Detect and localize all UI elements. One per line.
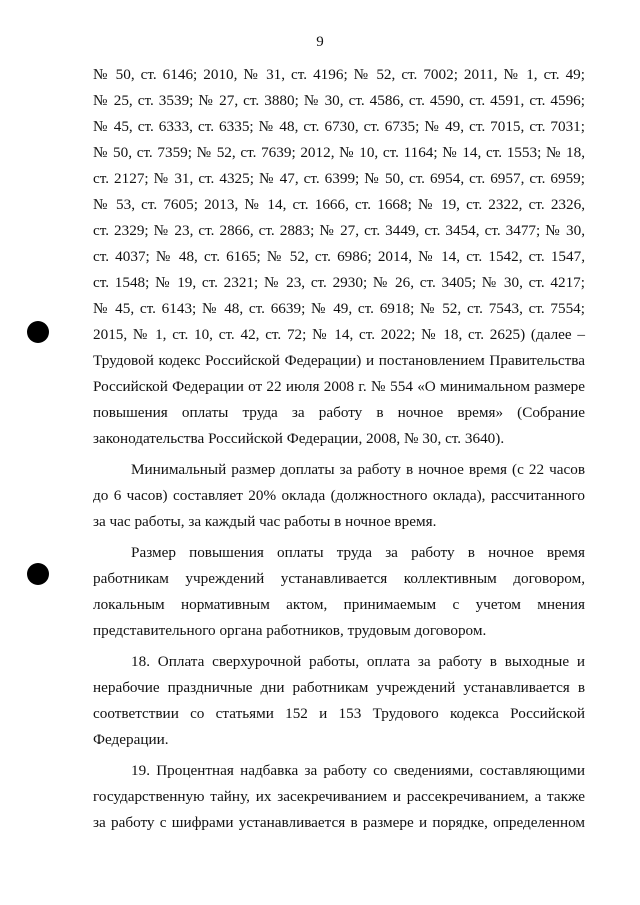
text-line: государственную тайну, их засекречиванием и рассекречиванием, а также — [93, 788, 585, 805]
text-line: № 45, ст. 6333, ст. 6335; № 48, ст. 6730, ст. 6735; № 49, ст. 7015, ст. 7031; — [93, 118, 585, 135]
text-line: Трудовой кодекс Российской Федерации) и постановлением Правительства — [93, 352, 585, 369]
punch-hole-mark — [27, 563, 49, 585]
text-line: 19. Процентная надбавка за работу со сведениями, составляющими — [131, 762, 585, 779]
text-line: нерабочие праздничные дни работникам учреждений устанавливается в — [93, 679, 585, 696]
paragraph — [93, 649, 585, 753]
text-line: представительного органа работников, трудовым договором. — [93, 622, 487, 639]
text-line: работникам учреждений устанавливается коллективным договором, — [93, 570, 585, 587]
text-line: ст. 2127; № 31, ст. 4325; № 47, ст. 6399; № 50, ст. 6954, ст. 6957, ст. 6959; — [93, 170, 585, 187]
text-line: № 53, ст. 7605; 2013, № 14, ст. 1666, ст. 1668; № 19, ст. 2322, ст. 2326, — [93, 196, 585, 213]
text-line: Российской Федерации от 22 июля 2008 г. № 554 «О минимальном размере — [93, 378, 585, 395]
text-line: локальным нормативным актом, принимаемым с учетом мнения — [93, 596, 585, 613]
text-line: повышения оплаты труда за работу в ночное время» (Собрание — [93, 404, 585, 421]
text-line: ст. 4037; № 48, ст. 6165; № 52, ст. 6986; 2014, № 14, ст. 1542, ст. 1547, — [93, 248, 585, 265]
text-line: № 50, ст. 6146; 2010, № 31, ст. 4196; № 52, ст. 7002; 2011, № 1, ст. 49; — [93, 66, 585, 83]
page-number: 9 — [316, 34, 324, 50]
text-line: ст. 1548; № 19, ст. 2321; № 23, ст. 2930; № 26, ст. 3405; № 30, ст. 4217; — [93, 274, 585, 291]
text-line: за час работы, за каждый час работы в ночное время. — [93, 513, 437, 530]
paragraph — [93, 758, 585, 836]
text-line: 18. Оплата сверхурочной работы, оплата за работу в выходные и — [131, 653, 585, 670]
text-line: Минимальный размер доплаты за работу в ночное время (с 22 часов — [131, 461, 585, 478]
text-line: № 45, ст. 6143; № 48, ст. 6639; № 49, ст. 6918; № 52, ст. 7543, ст. 7554; — [93, 300, 585, 317]
document-body — [93, 62, 585, 836]
text-line: Размер повышения оплаты труда за работу в ночное время — [131, 544, 585, 561]
text-line: 2015, № 1, ст. 10, ст. 42, ст. 72; № 14, ст. 2022; № 18, ст. 2625) (далее – — [93, 326, 585, 343]
text-line: соответствии со статьями 152 и 153 Трудового кодекса Российской — [93, 705, 585, 722]
text-line: № 25, ст. 3539; № 27, ст. 3880; № 30, ст. 4586, ст. 4590, ст. 4591, ст. 4596; — [93, 92, 585, 109]
paragraph — [93, 540, 585, 644]
text-line: за работу с шифрами устанавливается в размере и порядке, определенном — [93, 814, 585, 831]
paragraph — [93, 457, 585, 535]
text-line: ст. 2329; № 23, ст. 2866, ст. 2883; № 27, ст. 3449, ст. 3454, ст. 3477; № 30, — [93, 222, 585, 239]
text-line: № 50, ст. 7359; № 52, ст. 7639; 2012, № 10, ст. 1164; № 14, ст. 1553; № 18, — [93, 144, 585, 161]
text-line: до 6 часов) составляет 20% оклада (должностного оклада), рассчитанного — [93, 487, 585, 504]
paragraph — [93, 62, 585, 452]
punch-hole-mark — [27, 321, 49, 343]
text-line: Федерации. — [93, 731, 169, 748]
text-line: законодательства Российской Федерации, 2008, № 30, ст. 3640). — [93, 430, 505, 447]
